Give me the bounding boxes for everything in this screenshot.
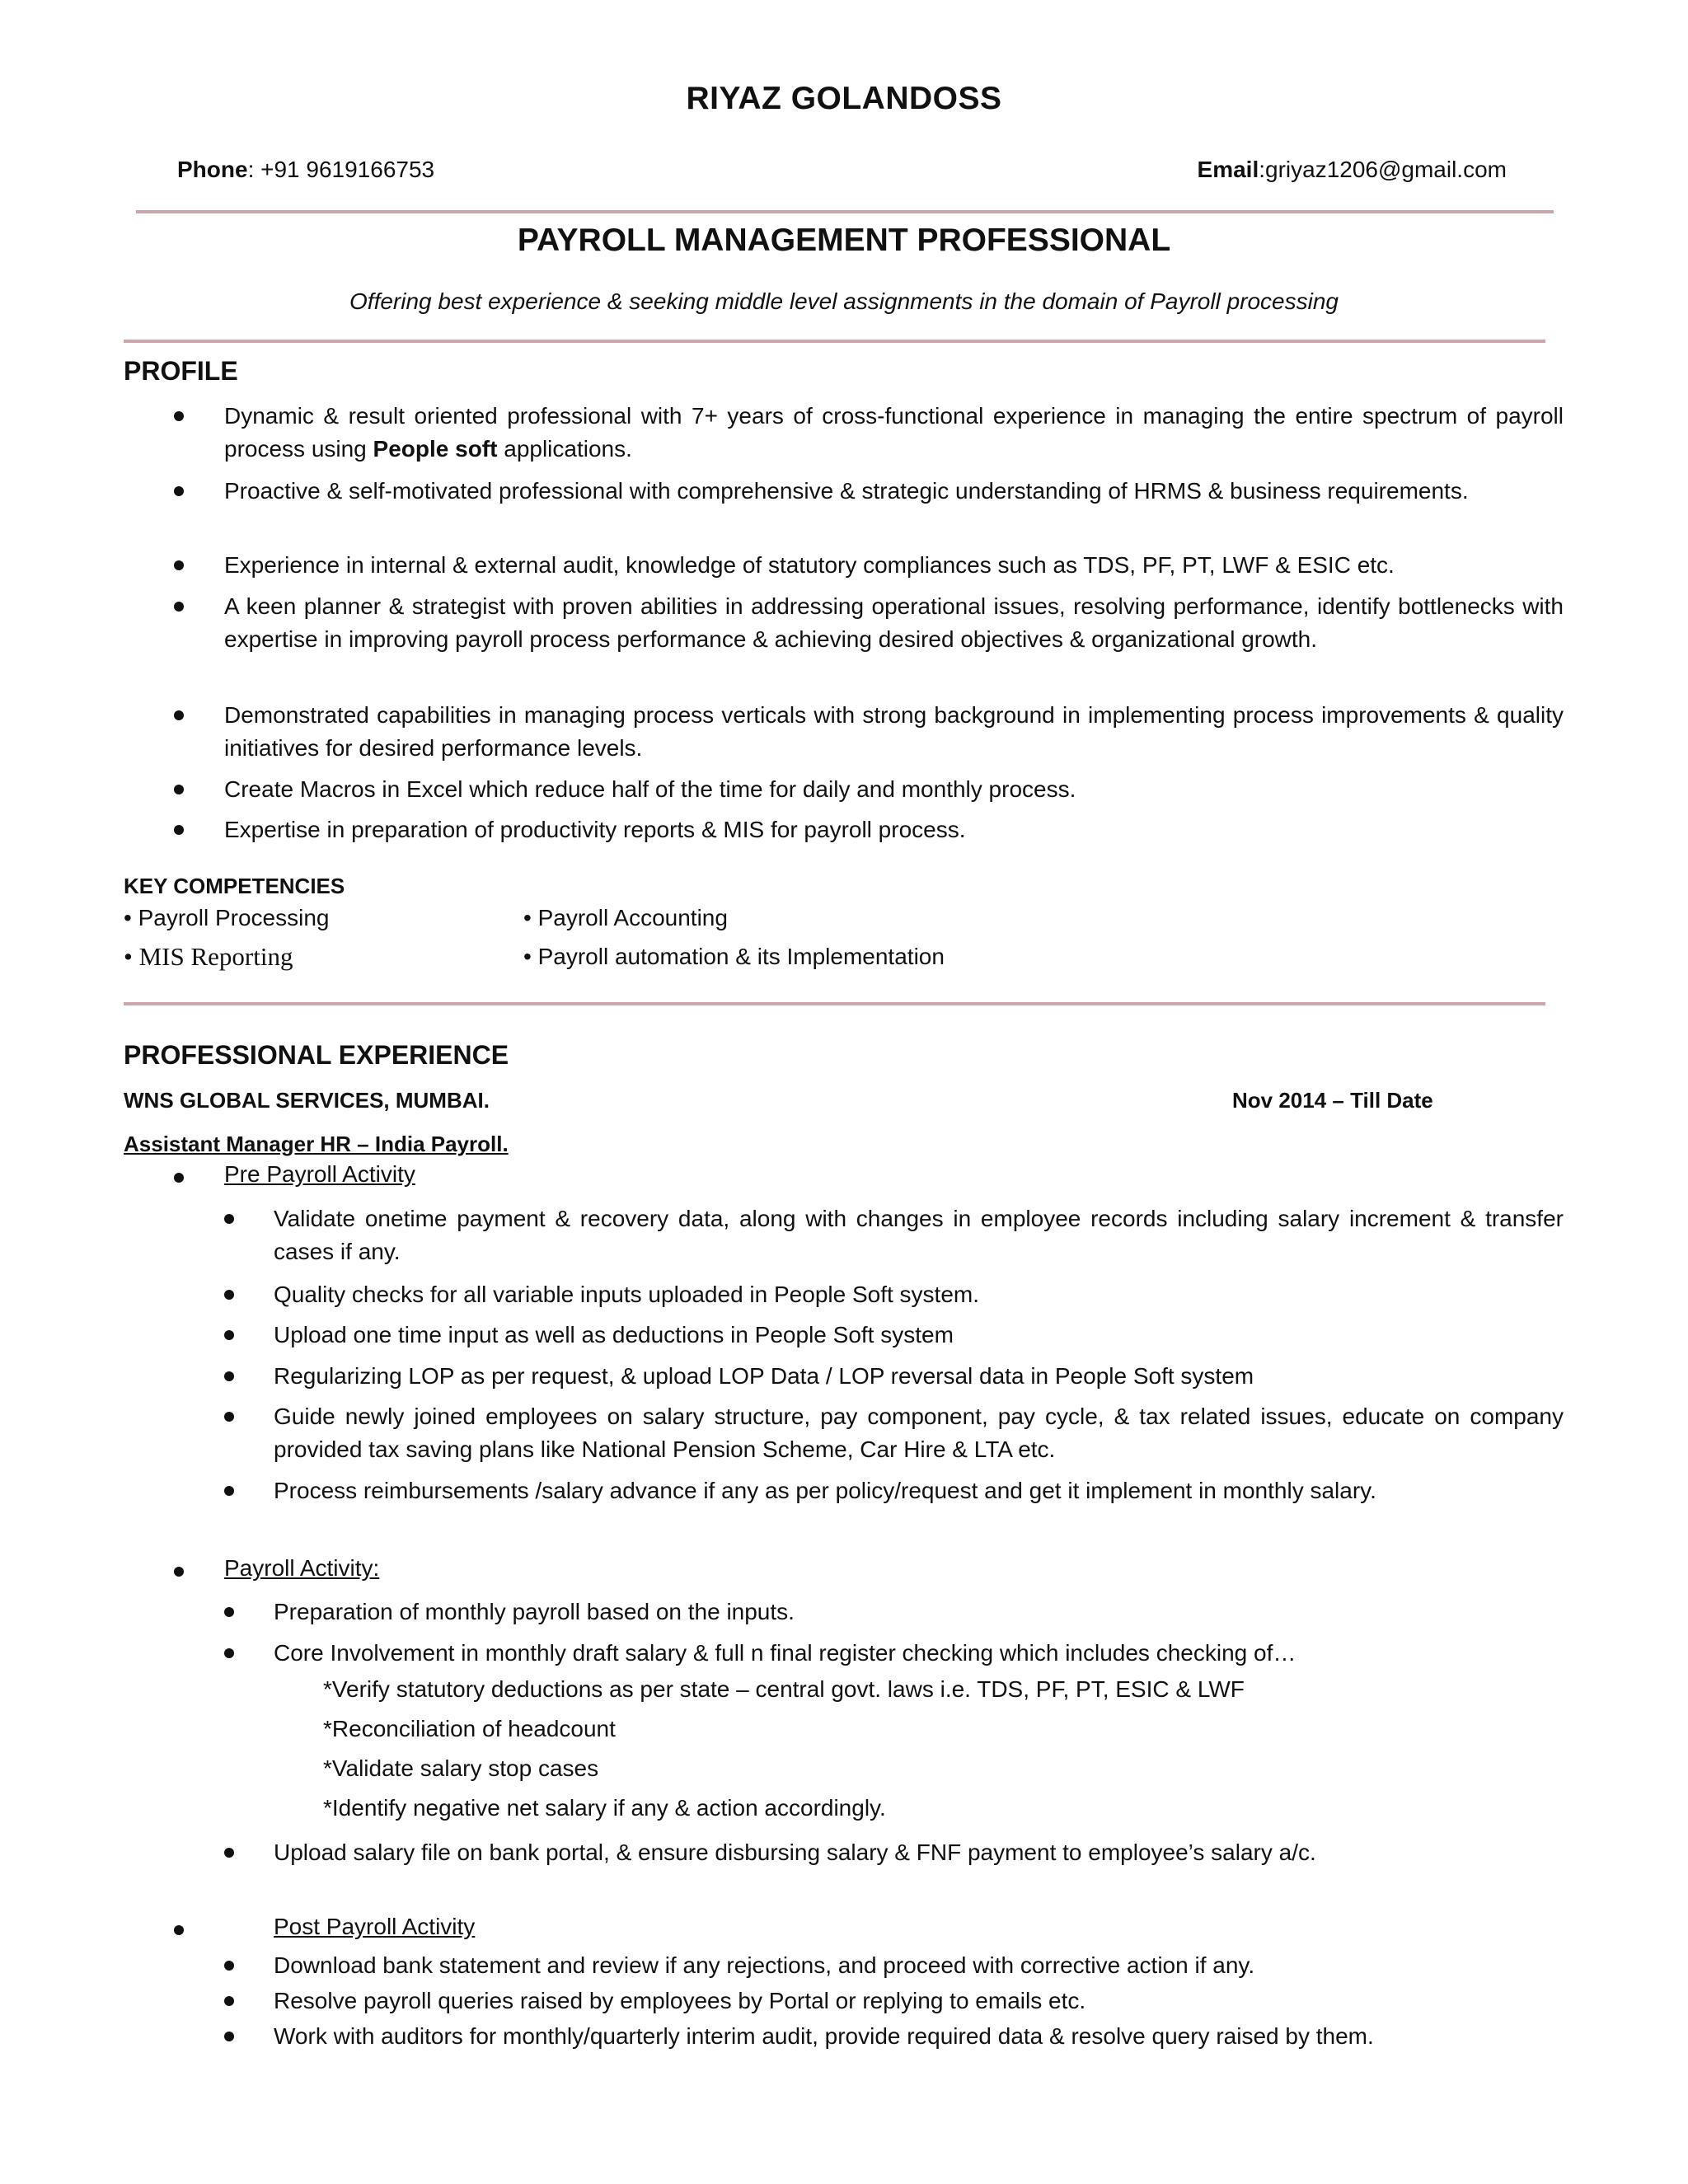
employment-dates: Nov 2014 – Till Date (1232, 1088, 1433, 1113)
payroll-activity-title: Payroll Activity: (224, 1555, 380, 1581)
bullet (224, 1290, 234, 1300)
competencies-divider (124, 1002, 1545, 1005)
bullet (174, 486, 184, 496)
post-payroll-item: Work with auditors for monthly/quarterly interim audit, provide required data & resolve query raised by them. (274, 2023, 1374, 2049)
email-value: :griyaz1206@gmail.com (1259, 157, 1507, 182)
bullet (224, 2032, 234, 2041)
pre-payroll-item: Regularizing LOP as per request, & upload LOP Data / LOP reversal data in People Soft system (274, 1363, 1254, 1389)
pre-payroll-item: Process reimbursements /salary advance if any as per policy/request and get it implement in monthly salary. (274, 1478, 1376, 1503)
people-soft-emphasis: People soft (373, 436, 498, 462)
bullet (174, 825, 184, 835)
competency-item: • Payroll Processing (124, 905, 330, 930)
tagline-divider (124, 340, 1545, 343)
email-label: Email (1197, 157, 1259, 182)
post-payroll-item: Resolve payroll queries raised by employees by Portal or replying to emails etc. (274, 1988, 1086, 2013)
bullet (174, 602, 184, 612)
pre-payroll-title: Pre Payroll Activity (224, 1161, 415, 1187)
payroll-item: Preparation of monthly payroll based on the inputs. (274, 1599, 795, 1624)
phone-line (177, 157, 434, 183)
profile-heading: PROFILE (124, 356, 238, 386)
bullet (224, 1996, 234, 2006)
profile-item: A keen planner & strategist with proven abilities in addressing operational issues, resolving performance, identify bottlenecks with expertise in improving payroll process performance & achieving desired objectives & organizational growth. (224, 593, 1564, 652)
bullet (224, 1848, 234, 1858)
bullet (224, 1412, 234, 1422)
bullet (224, 1214, 234, 1224)
post-payroll-title: Post Payroll Activity (274, 1914, 476, 1939)
job-title: Assistant Manager HR – India Payroll. (124, 1132, 509, 1156)
profile-item: Experience in internal & external audit, knowledge of statutory compliances such as TDS, PF, PT, LWF & ESIC etc. (224, 552, 1395, 578)
bullet (174, 1567, 184, 1577)
competency-item: • Payroll Accounting (523, 905, 728, 930)
bullet (174, 1173, 184, 1183)
payroll-item: Core Involvement in monthly draft salary & full n final register checking which includes checking of… (274, 1640, 1296, 1666)
profile-item: Expertise in preparation of productivity reports & MIS for payroll process. (224, 817, 966, 842)
check-item: *Validate salary stop cases (323, 1755, 599, 1781)
profile-item: Proactive & self-motivated professional with comprehensive & strategic understanding of HRMS & business requirements. (224, 478, 1469, 504)
pre-payroll-item: Upload one time input as well as deductions in People Soft system (274, 1322, 954, 1347)
bullet (224, 1961, 234, 1971)
company-name: WNS GLOBAL SERVICES, MUMBAI. (124, 1088, 490, 1113)
bullet (174, 785, 184, 794)
bullet (224, 1648, 234, 1658)
profile-item: Dynamic & result oriented professional with 7+ years of cross-functional experience in managing the entire spectrum of payroll process using People soft applications. (224, 403, 1564, 462)
payroll-item: Upload salary file on bank portal, & ensure disbursing salary & FNF payment to employee’s salary a/c. (274, 1840, 1316, 1865)
experience-heading: PROFESSIONAL EXPERIENCE (124, 1040, 509, 1070)
check-item: *Reconciliation of headcount (323, 1716, 616, 1741)
bullet (224, 1330, 234, 1340)
header-divider (136, 210, 1554, 213)
bullet (224, 1486, 234, 1496)
profile-item: Demonstrated capabilities in managing process verticals with strong background in implementing process improvements & quality initiatives for desired performance levels. (224, 702, 1564, 761)
bullet (174, 710, 184, 720)
check-item: *Identify negative net salary if any & action accordingly. (323, 1795, 886, 1821)
pre-payroll-item: Guide newly joined employees on salary structure, pay component, pay cycle, & tax related issues, educate on company provided tax saving plans like National Pension Scheme, Car Hire & LTA etc. (274, 1404, 1564, 1462)
bullet (174, 411, 184, 421)
bullet (224, 1371, 234, 1381)
email-line (1198, 157, 1507, 183)
competency-item: • Payroll automation & its Implementation (523, 944, 945, 969)
bullet (224, 1607, 234, 1617)
headline: PAYROLL MANAGEMENT PROFESSIONAL (517, 223, 1171, 258)
tagline: Offering best experience & seeking middle level assignments in the domain of Payroll processing (349, 288, 1339, 314)
pre-payroll-item: Quality checks for all variable inputs uploaded in People Soft system. (274, 1282, 980, 1307)
check-item: *Verify statutory deductions as per state – central govt. laws i.e. TDS, PF, PT, ESIC & LWF (323, 1676, 1245, 1702)
candidate-name: RIYAZ GOLANDOSS (686, 81, 1002, 116)
bullet (174, 1925, 184, 1935)
post-payroll-item: Download bank statement and review if any rejections, and proceed with corrective action if any. (274, 1952, 1255, 1978)
competencies-heading: KEY COMPETENCIES (124, 874, 345, 898)
profile-item: Create Macros in Excel which reduce half of the time for daily and monthly process. (224, 776, 1076, 802)
pre-payroll-item: Validate onetime payment & recovery data, along with changes in employee records including salary increment & transfer cases if any. (274, 1206, 1564, 1264)
competency-item: • MIS Reporting (124, 942, 293, 971)
phone-value: : +91 9619166753 (247, 157, 435, 182)
bullet (174, 560, 184, 570)
phone-label: Phone (177, 157, 248, 182)
